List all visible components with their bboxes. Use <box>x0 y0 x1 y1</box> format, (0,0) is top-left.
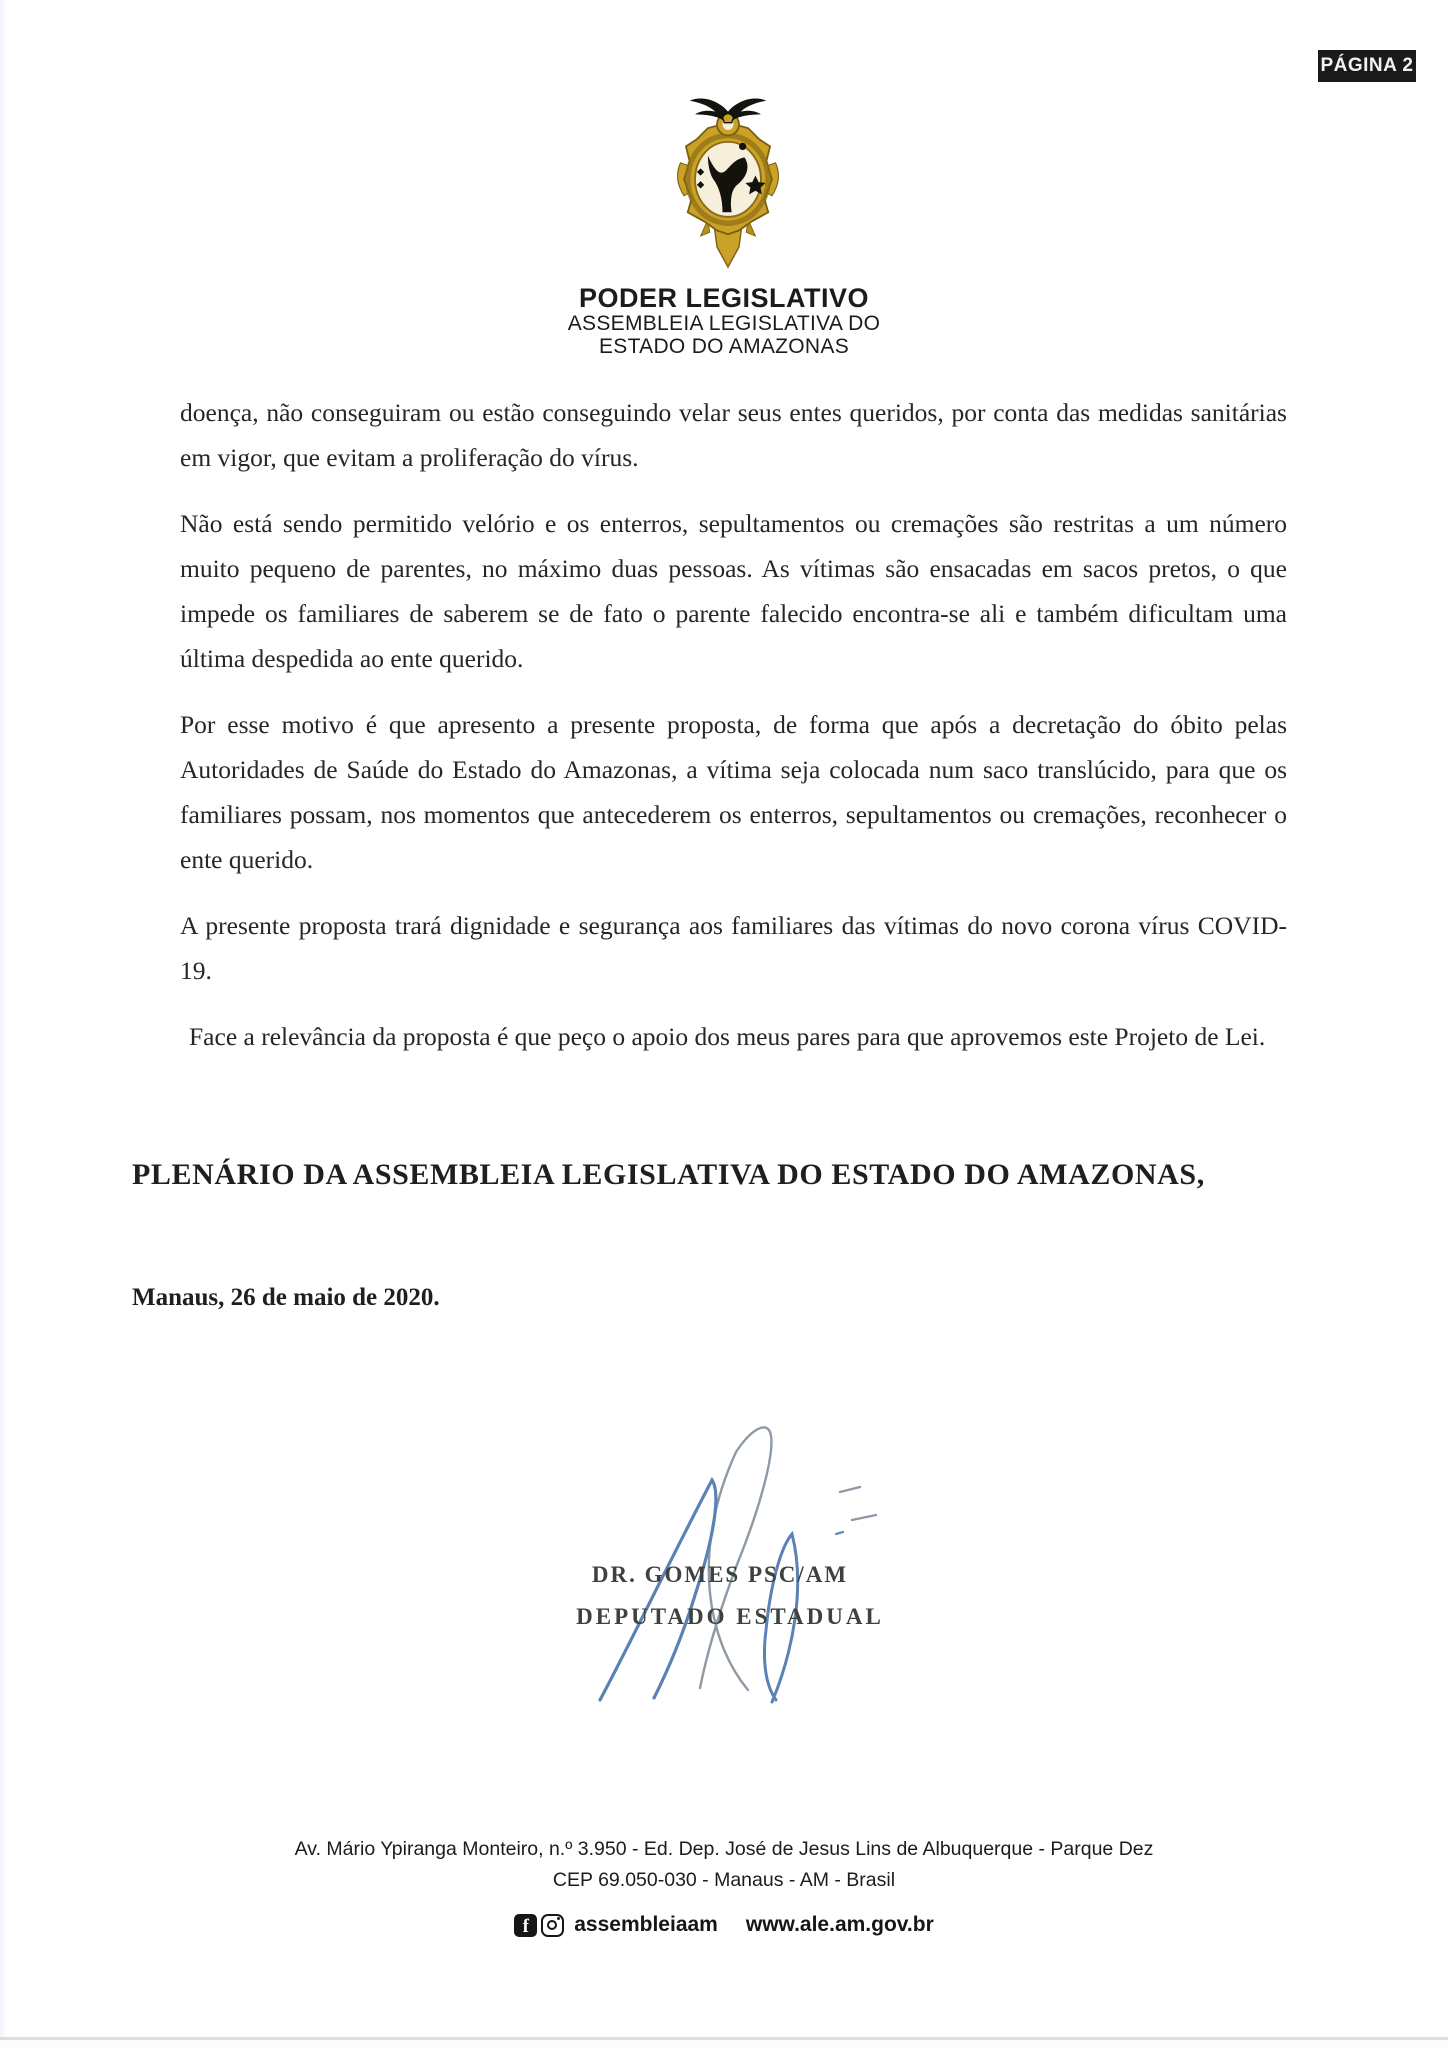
address-line-2: CEP 69.050-030 - Manaus - AM - Brasil <box>552 1869 896 1891</box>
plenary-heading: PLENÁRIO DA ASSEMBLEIA LEGISLATIVA DO ESTADO DO AMAZONAS, <box>132 1158 1205 1191</box>
org-subtitle-line1: ASSEMBLEIA LEGISLATIVA DO <box>567 312 881 336</box>
org-title: PODER LEGISLATIVO <box>578 283 870 313</box>
footer-address <box>0 1838 1448 1892</box>
signatory-name: DR. GOMES PSC/AM <box>591 1562 849 1587</box>
org-subtitle-line2: ESTADO DO AMAZONAS <box>598 334 850 358</box>
page-number-badge: PÁGINA 2 <box>1318 50 1416 82</box>
facebook-icon: f <box>514 1914 537 1937</box>
signature-block <box>540 1392 940 1712</box>
social-icons <box>514 1914 564 1937</box>
footer-social-line <box>0 1913 1448 1937</box>
signatory-role: DEPUTADO ESTADUAL <box>576 1604 884 1629</box>
page-bottom-strip <box>0 2040 1448 2048</box>
paragraph-5: Face a relevância da proposta é que peço o apoio dos meus pares para que aprovemos este Projeto de Lei. <box>189 1022 1266 1051</box>
instagram-icon <box>541 1914 564 1937</box>
handwritten-signature-icon <box>540 1392 940 1712</box>
document-body <box>180 390 1287 1080</box>
org-header <box>0 284 1448 359</box>
date-line: Manaus, 26 de maio de 2020. <box>132 1284 440 1311</box>
website-url: www.ale.am.gov.br <box>745 1913 934 1936</box>
address-line-1: Av. Mário Ypiranga Monteiro, n.º 3.950 - Ed. Dep. José de Jesus Lins de Albuquerque - Parque Dez <box>294 1838 1154 1860</box>
paragraph-2: Não está sendo permitido velório e os enterros, sepultamentos ou cremações são restritas a um número muito pequeno de parentes, no máximo duas pessoas. As vítimas são ensacadas em sacos pretos, o que impede os familiares de saberem se de fato o parente falecido encontra-se ali e também dificultam uma última despedida ao ente querido. <box>180 509 1287 673</box>
paragraph-1: doença, não conseguiram ou estão conseguindo velar seus entes queridos, por conta das medidas sanitárias em vigor, que evitam a proliferação do vírus. <box>180 398 1287 472</box>
paragraph-3: Por esse motivo é que apresento a presente proposta, de forma que após a decretação do óbito pelas Autoridades de Saúde do Estado do Amazonas, a vítima seja colocada num saco translúcido, para que os familiares possam, nos momentos que antecederem os enterros, sepultamentos ou cremações, reconhecer o ente querido. <box>180 710 1287 874</box>
paragraph-4: A presente proposta trará dignidade e segurança aos familiares das vítimas do novo corona vírus COVID-19. <box>180 911 1287 985</box>
amazonas-coat-of-arms-icon <box>664 88 792 278</box>
social-handle: assembleiaam <box>574 1913 718 1936</box>
